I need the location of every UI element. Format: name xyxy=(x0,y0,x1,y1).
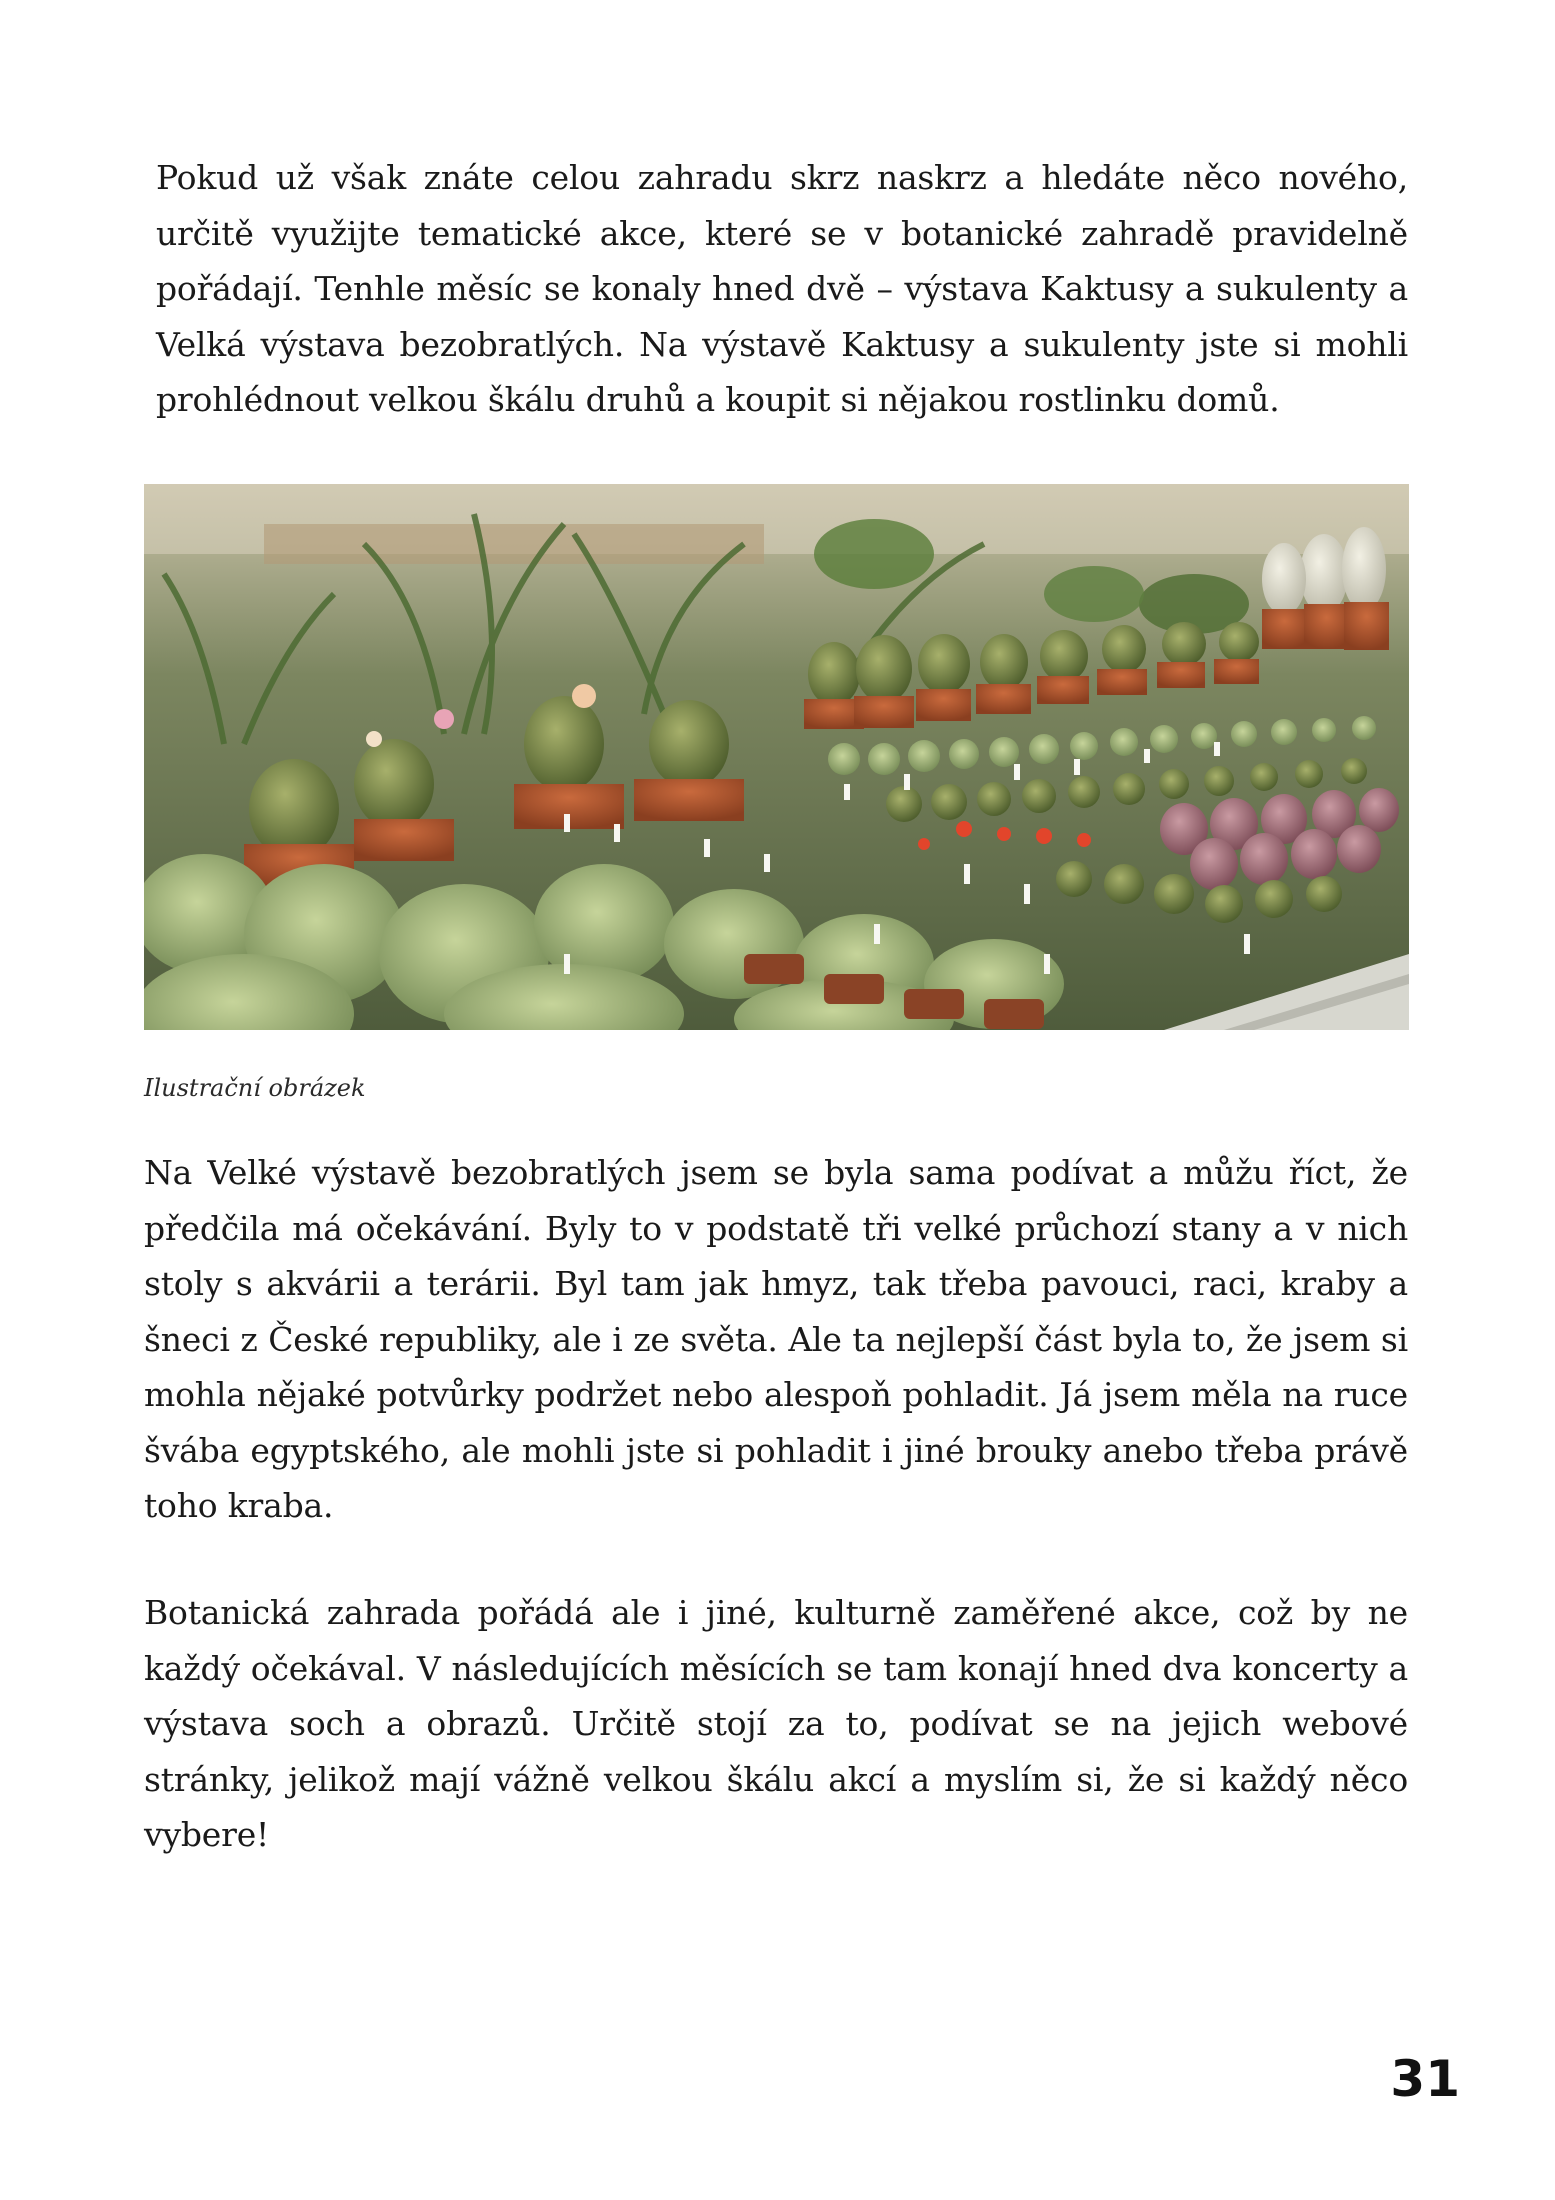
cactus-exhibition-photo xyxy=(144,484,1409,1030)
article-paragraph-intro: Pokud už však znáte celou zahradu skrz naskrz a hledáte něco nového, určitě využijte tematické akce, které se v botanické zahradě pravidelně pořádají. Tenhle měsíc se konaly hned dvě – výstava Kaktusy a sukulenty a Velká výstava bezobratlých. Na výstavě Kaktusy a sukulenty jste si mohli prohlédnout velkou škálu druhů a koupit si nějakou rostlinku domů. xyxy=(156,158,1408,419)
image-caption: Ilustrační obrázek xyxy=(144,1074,366,1102)
article-paragraph-events: Botanická zahrada pořádá ale i jiné, kulturně zaměřené akce, což by ne každý očekával. V následujících měsících se tam konají hned dva koncerty a výstava soch a obrazů. Určitě stojí za to, podívat se na jejich webové stránky, jelikož mají vážně velkou škálu akcí a myslím si, že si každý něco vybere! xyxy=(144,1593,1408,1854)
page-number: 31 xyxy=(1390,2050,1460,2108)
article-paragraph-invertebrates: Na Velké výstavě bezobratlých jsem se byla sama podívat a můžu říct, že předčila má očekávání. Byly to v podstatě tři velké průchozí stany a v nich stoly s akvárii a terárii. Byl tam jak hmyz, tak třeba pavouci, raci, kraby a šneci z České republiky, ale i ze světa. Ale ta nejlepší část byla to, že jsem si mohla nějaké potvůrky podržet nebo alespoň pohladit. Já jsem měla na ruce švába egyptského, ale mohli jste si pohladit i jiné brouky anebo třeba právě toho kraba. xyxy=(144,1153,1408,1525)
